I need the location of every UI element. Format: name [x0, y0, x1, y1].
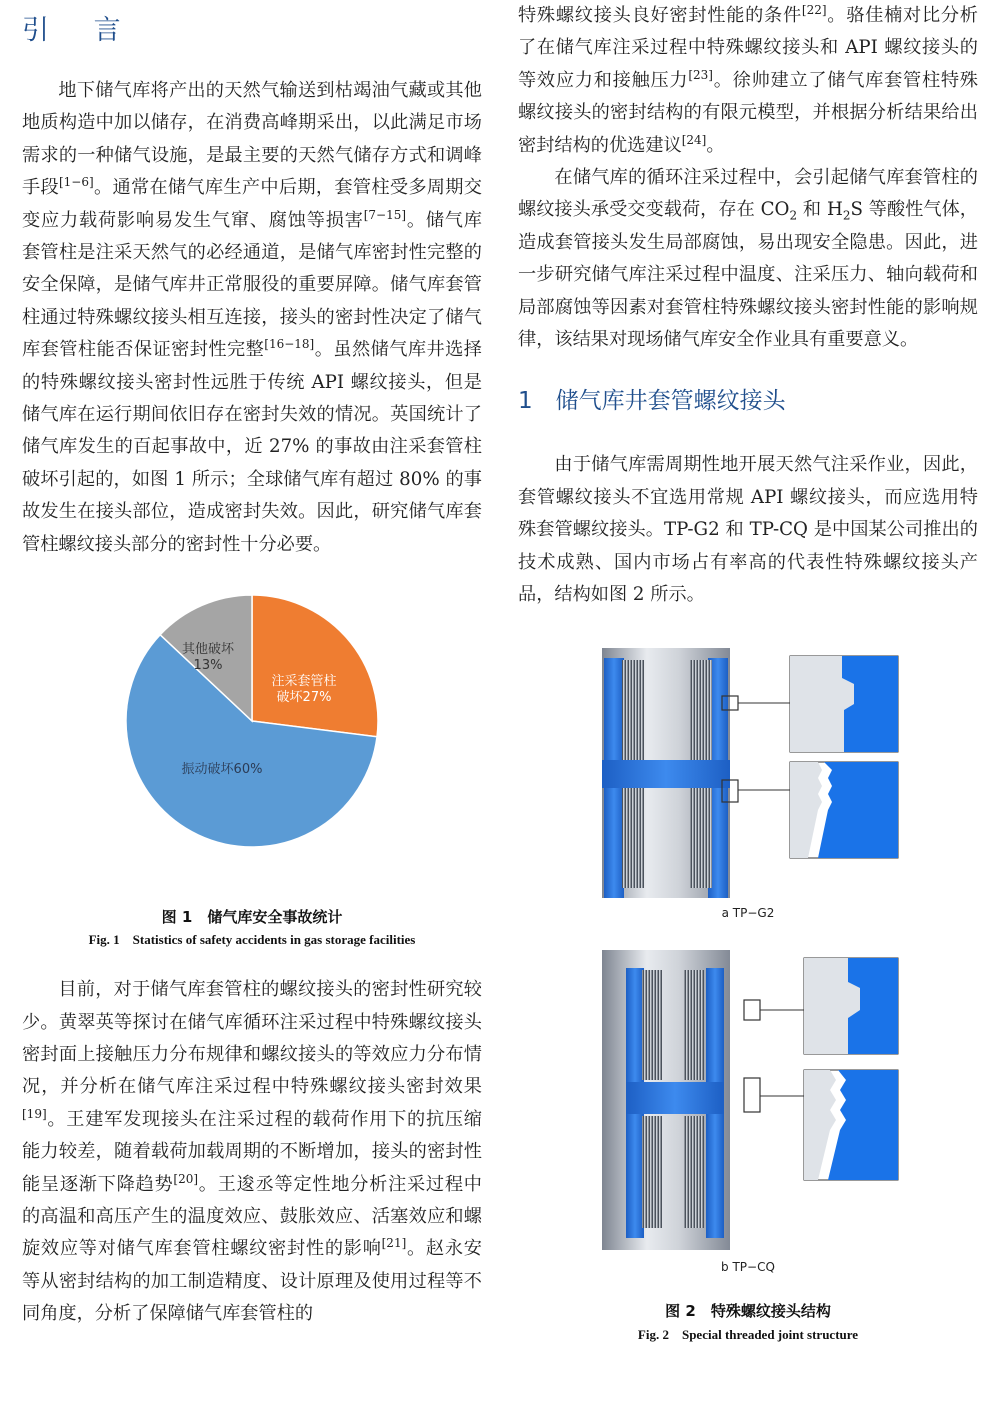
right-column [518, 0, 978, 1343]
citation: [7−15] [363, 207, 407, 222]
pie-slice-label: 注采套管柱 [271, 674, 337, 690]
citation: [19] [22, 1106, 47, 1121]
paragraph-cyclic-injection: 在储气库的循环注采过程中，会引起储气库套管柱的螺纹接头承受交变载荷，存在 $CO_2$ 和 $H_2S$ 等酸性气体，造成套管接头发生局部腐蚀，易出现安全隐患。因此，进一步研究储气库注采过程中温度、注采压力、轴向载荷和局部腐蚀等因素对套管柱特殊螺纹接头密封性能的影响规律，该结果对现场储气库安全作业具有重要意义。 [518, 167, 978, 351]
paragraph-intro-2: 目前，对于储气库套管柱的螺纹接头的密封性研究较少。黄翠英等探讨在储气库循环注采过程中特殊螺纹接头密封面上接触压力分布规律和螺纹接头的等效应力分布情况，并分析在储气库注采过程中特殊螺纹接头密封效果[19]。王建军发现接头在注采过程的载荷作用下的抗压缩能力较差，随着载荷加载周期的不断增加，接头的密封性能呈逐渐下降趋势[20]。王逡丞等定性地分析注采过程中的高温和高压产生的温度效应、鼓胀效应、活塞效应和螺旋效应等对储气库套管柱螺纹密封性的影响[21]。赵永安等从密封结构的加工制造精度、设计原理及使用过程等不同角度，分析了保障储气库套管柱的 [22, 979, 482, 1325]
citation: [24] [681, 132, 707, 147]
citation: [1−6] [58, 175, 94, 190]
figure-2a-label: a TP−G2 [721, 905, 775, 920]
section-title-1: 1 储气库井套管螺纹接头 [518, 388, 786, 415]
figure-2-caption-en: Fig. 2 Special threaded joint structure [637, 1326, 859, 1342]
citation: [21] [381, 1236, 407, 1251]
paragraph-continued: 特殊螺纹接头良好密封性能的条件[22]。骆佳楠对比分析了在储气库注采过程中特殊螺纹接头和 API 螺纹接头的等效应力和接触压力[23]。徐帅建立了储气库套管柱特殊螺纹接头的密封结构的有限元模型，并根据分析结果给出密封结构的优选建议[24]。 [518, 2, 978, 156]
figure-1-pie-chart [22, 561, 482, 906]
left-column [22, 0, 482, 1331]
citation: [23] [688, 67, 713, 82]
threaded-joint-diagram [518, 638, 978, 1343]
figure-2-caption-zh: 图 2 特殊螺纹接头结构 [665, 1301, 831, 1320]
citation: [22] [801, 2, 827, 17]
joint-tp-g2 [602, 648, 898, 898]
paragraph-joint-selection: 由于储气库需周期性地开展天然气注采作业，因此，套管螺纹接头不宜选用常规 API 螺纹接头，而应选用特殊套管螺纹接头。TP-G2 和 TP-CQ 是中国某公司推出的技术成熟、国内市场占有率高的代表性特殊螺纹接头产品，结构如图 2 所示。 [518, 454, 978, 606]
pie-slice-value: 破坏27% [276, 690, 332, 706]
paragraph-intro-1: 地下储气库将产出的天然气输送到枯竭油气藏或其他地质构造中加以储存，在消费高峰期采出，以此满足市场需求的一种储气设施，是最主要的天然气储存方式和调峰手段[1−6]。通常在储气库生产中后期，套管柱受多周期交变应力载荷影响易发生气窜、腐蚀等损害[7−15]。储气库套管柱是注采天然气的必经通道，是储气库密封性完整的安全保障，是储气库井正常服役的重要屏障。储气库套管柱通过特殊螺纹接头相互连接，接头的密封性决定了储气库套管柱能否保证密封性完整[16−18]。虽然储气库井选择的特殊螺纹接头密封性远胜于传统 API 螺纹接头，但是储气库在运行期间依旧存在密封失效的情况。英国统计了储气库发生的百起事故中，近 27% 的事故由注采套管柱破坏引起的，如图 1 所示；全球储气库有超过 80% 的事故发生在接头部位，造成密封失效。因此，研究储气库套管柱螺纹接头部分的密封性十分必要。 [22, 80, 482, 555]
pie-slice-label: 振动破坏60% [181, 762, 263, 778]
pie-slice-label: 其他破坏 [181, 642, 235, 658]
citation: [20] [173, 1171, 199, 1186]
citation: [16−18] [264, 337, 315, 352]
figure-1-caption-zh: 图 1 储气库安全事故统计 [161, 908, 343, 927]
joint-tp-cq [602, 950, 898, 1250]
figure-1-caption-en: Fig. 1 Statistics of safety accidents in gas storage facilities [88, 932, 416, 948]
section-title-intro: 引 言 [22, 15, 139, 46]
pie-slice [252, 595, 378, 737]
pie-chart [22, 573, 482, 873]
pie-slice-value: 13% [193, 658, 223, 674]
figure-2-joint-structure [518, 638, 978, 1343]
figure-2b-label: b TP−CQ [721, 1259, 775, 1274]
